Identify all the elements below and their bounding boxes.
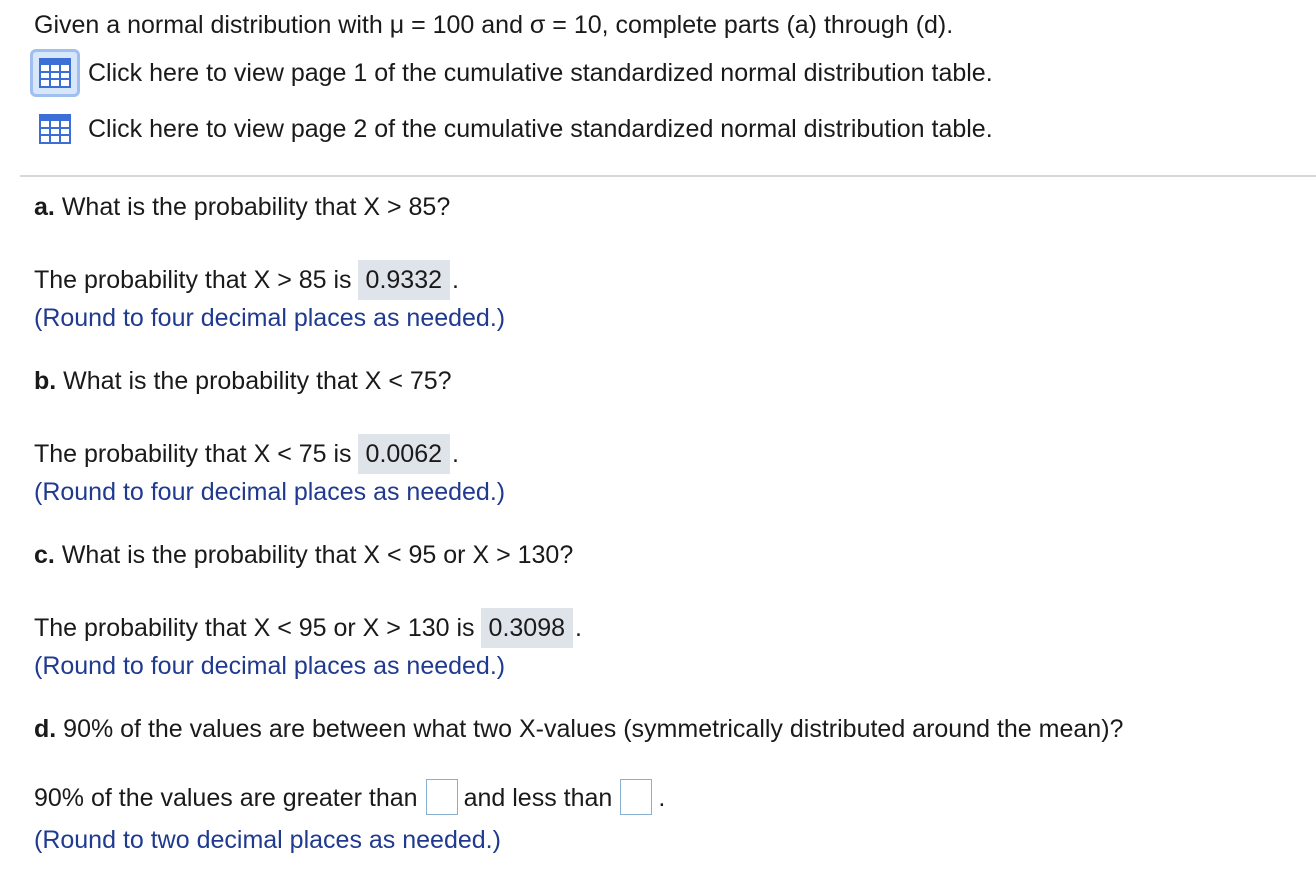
part-a-letter: a. bbox=[34, 193, 55, 221]
part-b-answer-prefix: The probability that X < 75 is bbox=[34, 440, 352, 468]
section-divider bbox=[20, 175, 1316, 177]
part-a-question bbox=[34, 192, 450, 222]
table-page-2-label[interactable]: Click here to view page 2 of the cumulative standardized normal distribution table. bbox=[88, 115, 993, 143]
part-a-question-text: What is the probability that X > 85? bbox=[61, 193, 451, 221]
part-c-letter: c. bbox=[34, 541, 55, 569]
part-c-question-text: What is the probability that X < 95 or X > 130? bbox=[61, 541, 574, 569]
table-page-2-link[interactable] bbox=[30, 105, 993, 153]
part-d-answer-line bbox=[34, 783, 665, 815]
part-c-question bbox=[34, 540, 573, 570]
part-b-hint: (Round to four decimal places as needed.) bbox=[34, 478, 506, 506]
part-c-answer-line bbox=[34, 608, 582, 648]
part-b-answer-value[interactable]: 0.0062 bbox=[358, 434, 450, 474]
lower-x-value-input[interactable] bbox=[426, 779, 458, 815]
part-b-question bbox=[34, 366, 452, 396]
part-b-letter: b. bbox=[34, 367, 57, 395]
part-a-answer-suffix: . bbox=[452, 266, 459, 294]
table-page-1-link[interactable] bbox=[30, 49, 993, 97]
part-a-hint: (Round to four decimal places as needed.) bbox=[34, 304, 506, 332]
part-c-answer-suffix: . bbox=[575, 614, 582, 642]
part-b-answer-suffix: . bbox=[452, 440, 459, 468]
part-d-letter: d. bbox=[34, 715, 57, 743]
table-page-1-label[interactable]: Click here to view page 1 of the cumulative standardized normal distribution table. bbox=[88, 59, 993, 87]
part-c-hint: (Round to four decimal places as needed.) bbox=[34, 652, 506, 680]
upper-x-value-input[interactable] bbox=[620, 779, 652, 815]
part-d-answer-suffix: . bbox=[658, 784, 666, 812]
part-d-question-text: 90% of the values are between what two X-values (symmetrically distributed around the mean)? bbox=[63, 715, 1124, 743]
part-d-answer-prefix: 90% of the values are greater than bbox=[34, 784, 418, 812]
part-a-answer-line bbox=[34, 260, 459, 300]
part-a-answer-value[interactable]: 0.9332 bbox=[358, 260, 450, 300]
problem-statement: Given a normal distribution with μ = 100 and σ = 10, complete parts (a) through (d). bbox=[34, 11, 954, 39]
part-d-hint: (Round to two decimal places as needed.) bbox=[34, 826, 501, 854]
part-b-question-text: What is the probability that X < 75? bbox=[63, 367, 452, 395]
part-c-answer-prefix: The probability that X < 95 or X > 130 is bbox=[34, 614, 475, 642]
part-d-answer-middle: and less than bbox=[463, 784, 613, 812]
part-b-answer-line bbox=[34, 434, 459, 474]
part-c-answer-value[interactable]: 0.3098 bbox=[481, 608, 573, 648]
part-a-answer-prefix: The probability that X > 85 is bbox=[34, 266, 352, 294]
part-d-question bbox=[34, 714, 1123, 744]
table-grid-icon[interactable] bbox=[30, 49, 80, 97]
table-grid-icon[interactable] bbox=[30, 105, 80, 153]
